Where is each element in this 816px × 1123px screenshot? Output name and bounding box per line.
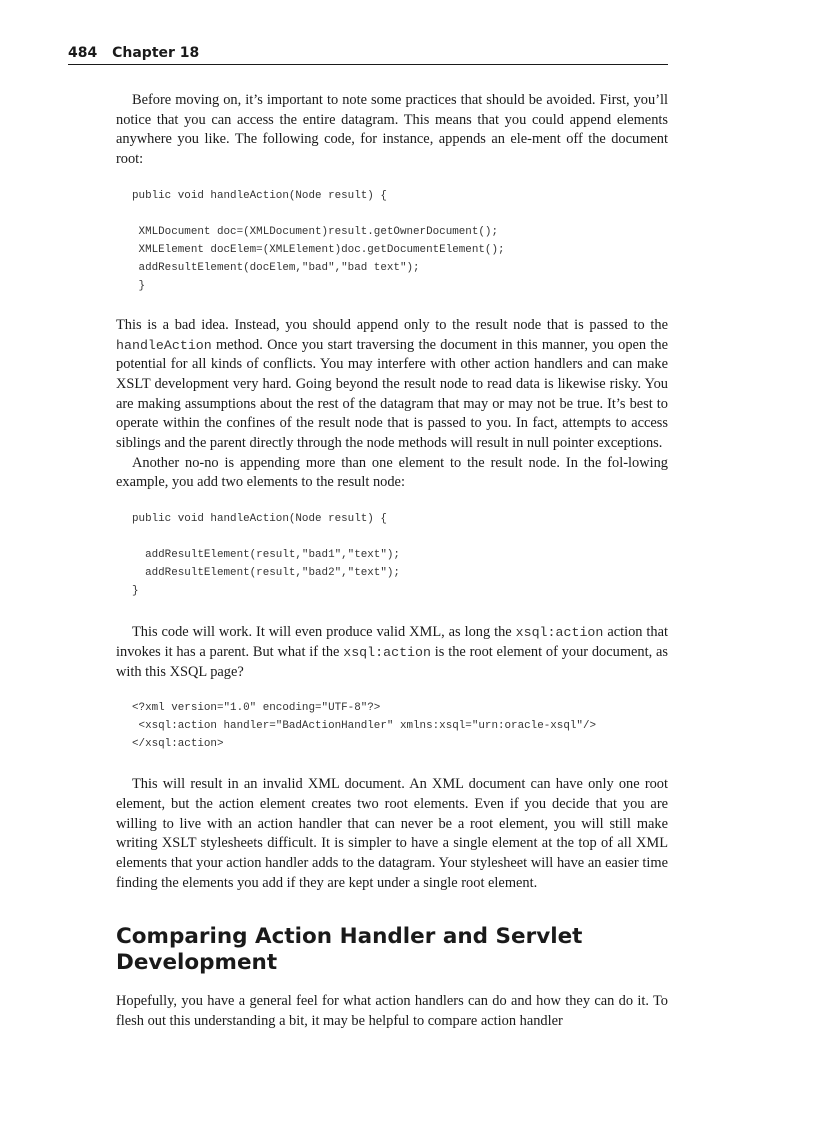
code-line: } <box>132 279 146 292</box>
inline-code-handleAction: handleAction <box>116 337 212 353</box>
page-body <box>116 91 668 1032</box>
paragraph-invalid-xml: This will result in an invalid XML document. An XML document can have only one root element, but the action element creates two root elements. Even if you decide that you are willing to live with an action handler that can never be a root element, you will still make writing XSLT stylesheets difficult. It is simpler to have a single element at the top of all XML elements that your action handler adds to the datagram. Your stylesheet will have an easier time finding the elements you add if they are kept under a single root element. <box>116 776 668 891</box>
code-line: addResultElement(result,"bad2","text"); <box>132 567 400 580</box>
paragraph-no-no: Another no-no is appending more than one element to the result node. In the fol-lowing example, you add two elements to the result node: <box>116 454 668 491</box>
running-header <box>68 45 668 65</box>
code-block-append-root <box>132 187 668 295</box>
paragraph-comparing: Hopefully, you have a general feel for what action handlers can do and how they can do it. To flesh out this understanding a bit, it may be helpful to compare action handler <box>116 993 668 1030</box>
paragraph-code-will-work: This code will work. It will even produce valid XML, as long the xsql:action action that invokes it has a parent. But what if the xsql:action is the root element of your document, as with this XSQL page? <box>116 624 668 680</box>
chapter-title: Chapter 18 <box>112 45 200 61</box>
code-line: } <box>132 585 139 598</box>
code-block-two-elements <box>132 510 668 600</box>
code-line: </xsql:action> <box>132 738 224 751</box>
code-line: XMLElement docElem=(XMLElement)doc.getDocumentElement(); <box>132 243 505 256</box>
section-heading: Comparing Action Handler and Servlet Development <box>116 924 583 976</box>
paragraph-intro: Before moving on, it’s important to note some practices that should be avoided. First, you’ll notice that you can access the entire datagram. This means that you could append elements anywhere you like. The following code, for instance, appends an ele-ment off the document root: <box>116 92 668 168</box>
code-line: addResultElement(result,"bad1","text"); <box>132 549 400 562</box>
code-line: <?xml version="1.0" encoding="UTF-8"?> <box>132 702 381 715</box>
code-line: public void handleAction(Node result) { <box>132 513 387 526</box>
code-line: <xsql:action handler="BadActionHandler" xmlns:xsql="urn:oracle-xsql"/> <box>132 720 597 733</box>
inline-code-xsql-action: xsql:action <box>515 625 604 641</box>
inline-code-xsql-action: xsql:action <box>343 644 431 660</box>
code-line <box>132 528 668 546</box>
code-line: XMLDocument doc=(XMLDocument)result.getOwnerDocument(); <box>132 225 498 238</box>
code-line: public void handleAction(Node result) { <box>132 189 387 202</box>
paragraph-bad-idea: This is a bad idea. Instead, you should append only to the result node that is passed to the handleAction method. Once you start traversing the document in this manner, you open the potential for all kinds of conflicts. You may interfere with other action handlers and can make XSLT development very hard. Going beyond the result node to read data is likewise risky. You are making assumptions about the rest of the datagram that may or may not be true. It’s best to operate within the confines of the result node that is passed to you. In fact, attempts to access siblings and the parent directly through the node methods will result in null pointer exceptions. <box>116 316 668 452</box>
code-line <box>132 205 668 223</box>
code-line: addResultElement(docElem,"bad","bad text"); <box>132 261 420 274</box>
code-block-xsql-page <box>132 699 668 753</box>
page-number: 484 <box>68 45 98 61</box>
